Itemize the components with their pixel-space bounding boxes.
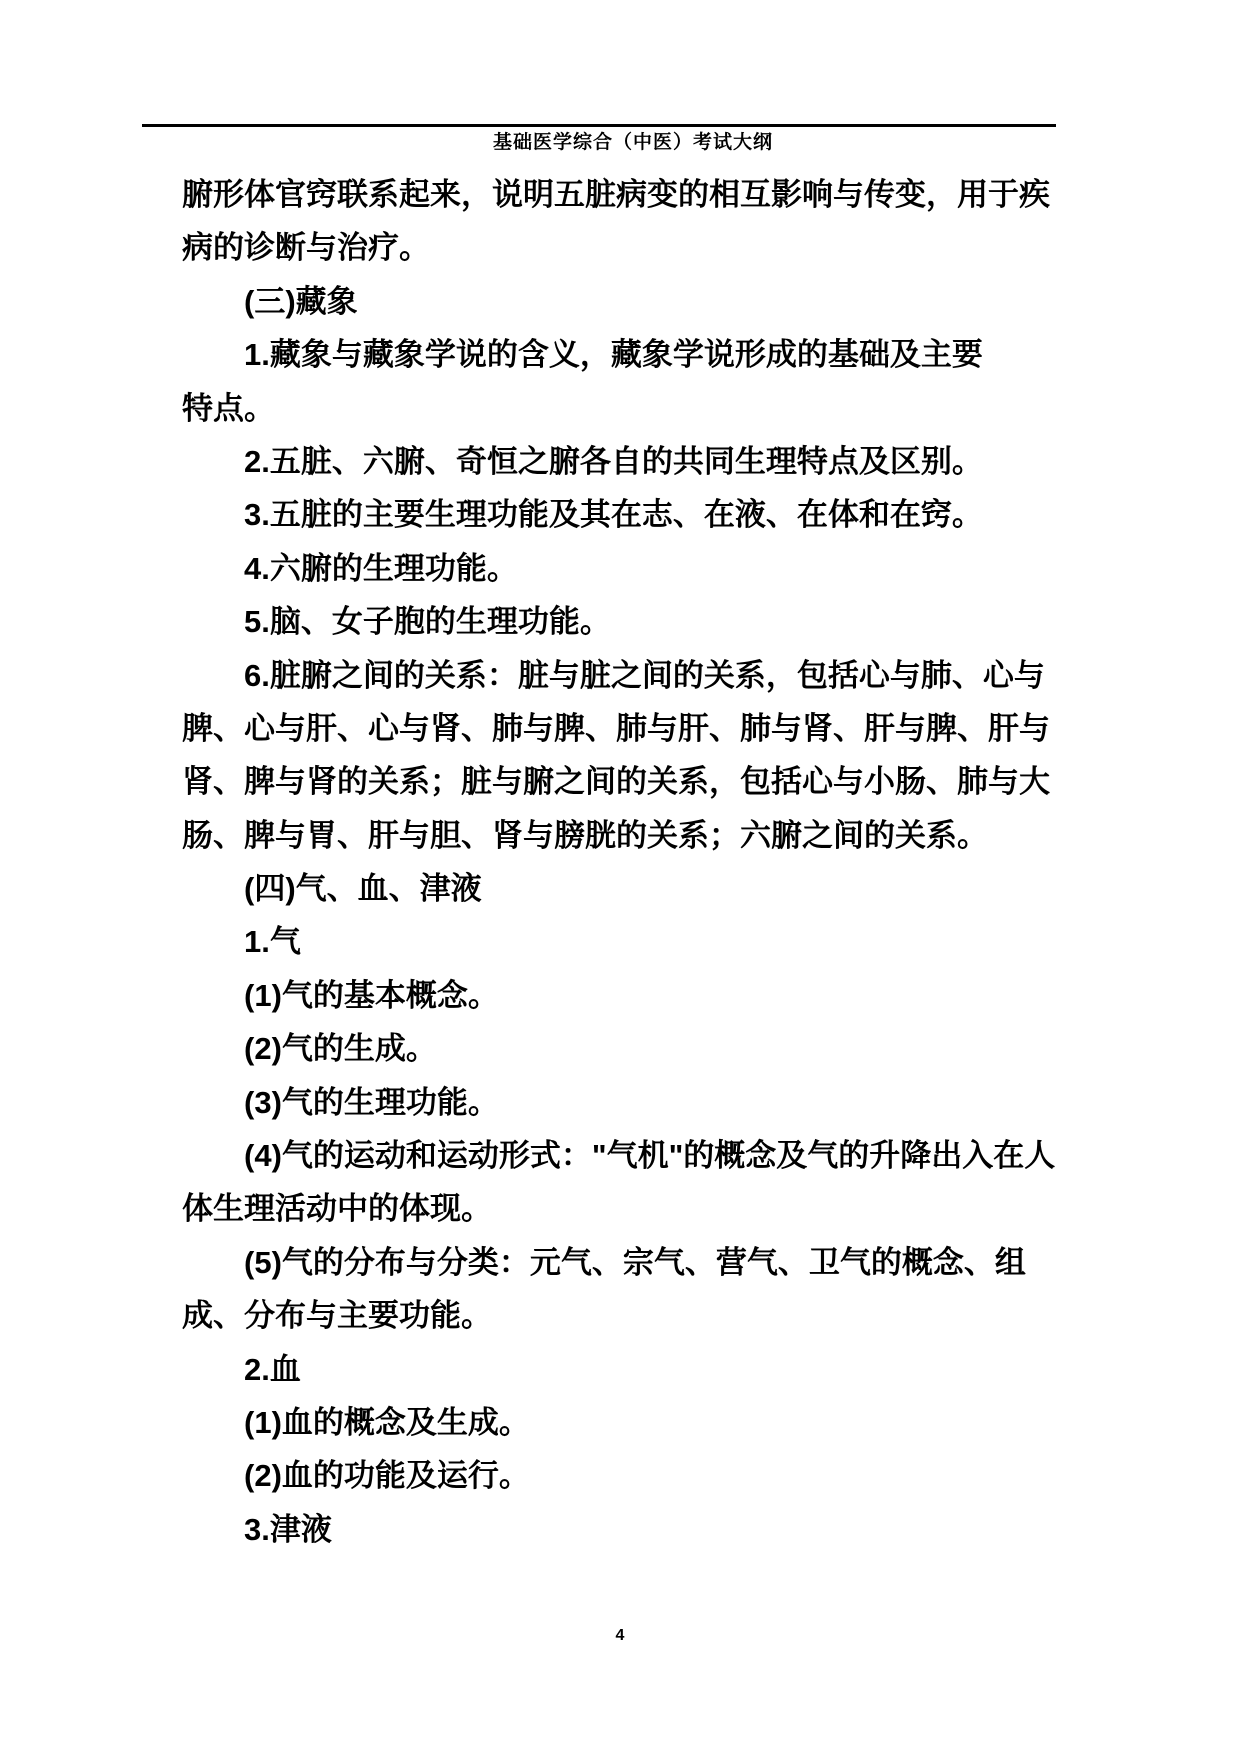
body-line: 4.六腑的生理功能。 [244,550,518,586]
body-line: (2)气的生成。 [244,1031,437,1067]
body-line: 病的诊断与治疗。 [182,230,430,266]
body-line: 1.藏象与藏象学说的含义，藏象学说形成的基础及主要 [244,337,983,373]
body-line: 3.津液 [244,1511,332,1547]
body-line: 3.五脏的主要生理功能及其在志、在液、在体和在窍。 [244,497,983,533]
page-number: 4 [615,1627,625,1644]
body-line: 成、分布与主要功能。 [182,1298,492,1334]
body-line: (5)气的分布与分类：元气、宗气、营气、卫气的概念、组 [244,1244,1026,1280]
body-line: (3)气的生理功能。 [244,1084,499,1120]
body-line: (三)藏象 [244,283,358,319]
body-line: 肾、脾与肾的关系；脏与腑之间的关系，包括心与小肠、肺与大 [182,764,1050,800]
body-line: 肠、脾与胃、肝与胆、肾与膀胱的关系；六腑之间的关系。 [182,817,988,853]
body-line: (4)气的运动和运动形式："气机"的概念及气的升降出入在人 [244,1138,1056,1174]
body-line: 腑形体官窍联系起来，说明五脏病变的相互影响与传变，用于疾 [182,177,1050,212]
body-line: 脾、心与肝、心与肾、肺与脾、肺与肝、肺与肾、肝与脾、肝与 [182,710,1050,746]
document-body [182,168,1056,1556]
body-line: (1)气的基本概念。 [244,977,499,1013]
body-line: 5.脑、女子胞的生理功能。 [244,604,611,640]
body-line: 2.五脏、六腑、奇恒之腑各自的共同生理特点及区别。 [244,443,983,479]
body-line: 特点。 [182,390,275,426]
header-divider [142,124,1056,127]
body-line: (四)气、血、津液 [244,871,482,907]
header-title: 基础医学综合（中医）考试大纲 [492,132,773,153]
body-line: 2.血 [244,1351,301,1387]
body-line: 体生理活动中的体现。 [182,1191,492,1227]
body-line: (2)血的功能及运行。 [244,1458,530,1494]
body-line: (1)血的概念及生成。 [244,1404,530,1440]
body-line: 1.气 [244,924,301,960]
body-line: 6.脏腑之间的关系：脏与脏之间的关系，包括心与肺、心与 [244,657,1045,693]
